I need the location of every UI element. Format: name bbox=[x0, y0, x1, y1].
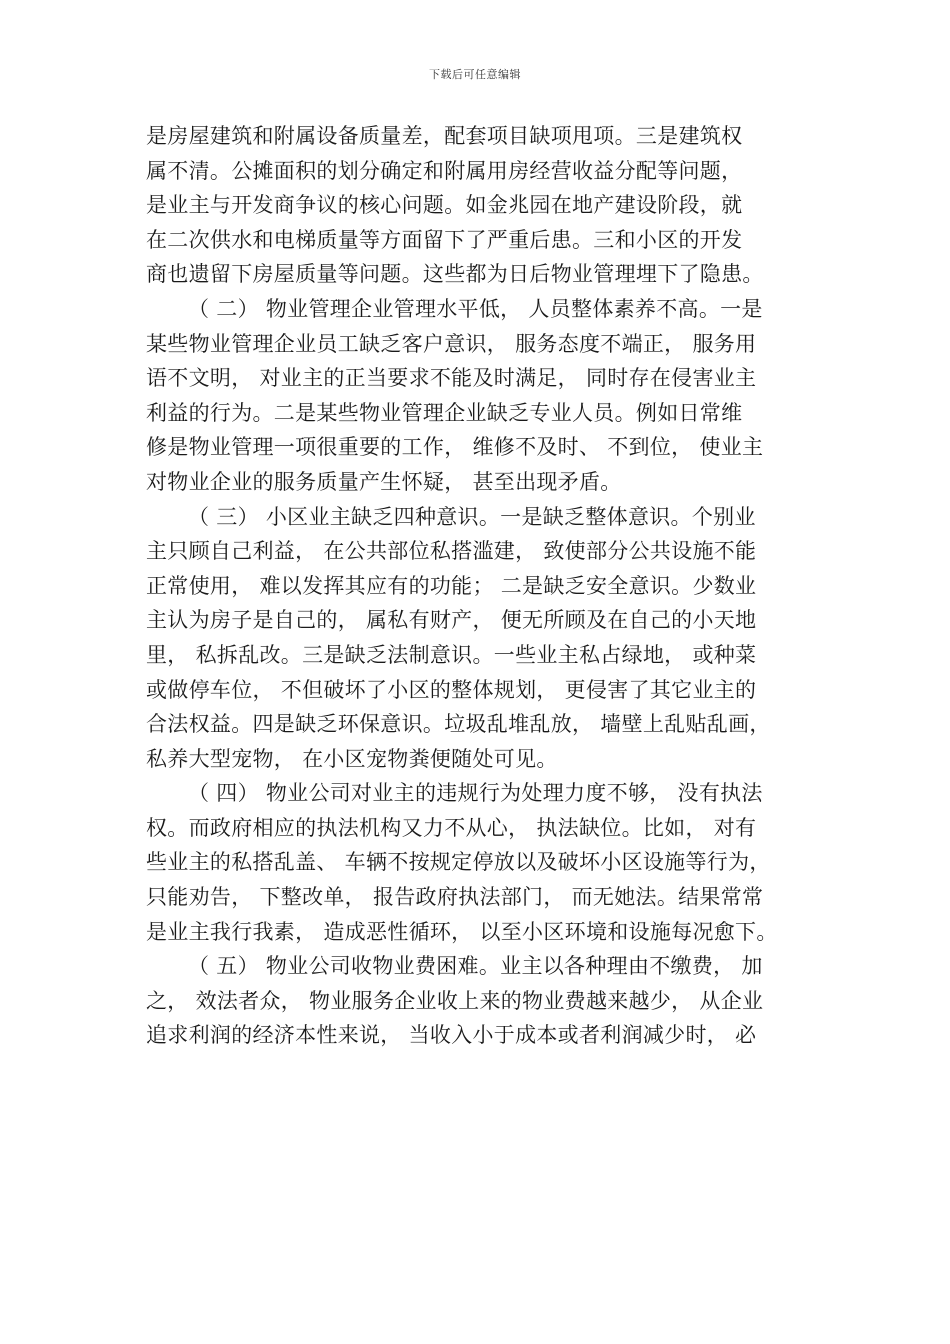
text-line: 利益的行为。二是某些物业管理企业缺乏专业人员。例如日常维 bbox=[146, 400, 743, 425]
text-line: 权。而政府相应的执法机构又力不从心， 执法缺位。比如， 对有 bbox=[146, 815, 757, 840]
text-line: 语不文明， 对业主的正当要求不能及时满足， 同时存在侵害业主 bbox=[146, 366, 757, 391]
paragraph-start-line: （ 五） 物业公司收物业费困难。业主以各种理由不缴费， 加 bbox=[188, 954, 763, 979]
text-line: 是业主与开发商争议的核心问题。如金兆园在地产建设阶段，就 bbox=[146, 193, 743, 218]
text-line: 里， 私拆乱改。三是缺乏法制意识。一些业主私占绿地， 或种菜 bbox=[146, 642, 757, 667]
document-body bbox=[146, 119, 846, 1053]
text-line: 修是物业管理一项很重要的工作， 维修不及时、 不到位， 使业主 bbox=[146, 435, 764, 460]
page-header: 下载后可任意编辑 bbox=[429, 68, 521, 81]
text-line: 在二次供水和电梯质量等方面留下了严重后患。三和小区的开发 bbox=[146, 227, 743, 252]
text-line: 主认为房子是自己的， 属私有财产， 便无所顾及在自己的小天地 bbox=[146, 608, 757, 633]
text-line: 或做停车位， 不但破坏了小区的整体规划， 更侵害了其它业主的 bbox=[146, 677, 757, 702]
text-line: 些业主的私搭乱盖、 车辆不按规定停放以及破坏小区设施等行为， bbox=[146, 850, 771, 875]
text-line: 追求利润的经济本性来说， 当收入小于成本或者利润减少时， 必 bbox=[146, 1023, 757, 1048]
paragraph-start-line: （ 三） 小区业主缺乏四种意识。一是缺乏整体意识。个别业 bbox=[188, 504, 756, 529]
text-line: 合法权益。四是缺乏环保意识。垃圾乱堆乱放， 墙壁上乱贴乱画， bbox=[146, 712, 771, 737]
text-line: 正常使用， 难以发挥其应有的功能； 二是缺乏安全意识。少数业 bbox=[146, 573, 757, 598]
paragraph-start-line: （ 二） 物业管理企业管理水平低， 人员整体素养不高。一是 bbox=[188, 296, 763, 321]
paragraph-start-line: （ 四） 物业公司对业主的违规行为处理力度不够， 没有执法 bbox=[188, 781, 763, 806]
text-line: 主只顾自己利益， 在公共部位私搭滥建， 致使部分公共设施不能 bbox=[146, 539, 757, 564]
text-line: 对物业企业的服务质量产生怀疑， 甚至出现矛盾。 bbox=[146, 469, 622, 494]
text-line: 商也遗留下房屋质量等问题。这些都为日后物业管理埋下了隐患。 bbox=[146, 262, 764, 287]
text-line: 属不清。公摊面积的划分确定和附属用房经营收益分配等问题， bbox=[146, 158, 743, 183]
text-line: 是业主我行我素， 造成恶性循环， 以至小区环境和设施每况愈下。 bbox=[146, 919, 778, 944]
text-line: 是房屋建筑和附属设备质量差，配套项目缺项甩项。三是建筑权 bbox=[146, 124, 743, 148]
text-line: 私养大型宠物， 在小区宠物粪便随处可见。 bbox=[146, 746, 558, 771]
text-line: 只能劝告， 下整改单， 报告政府执法部门， 而无她法。结果常常 bbox=[146, 885, 764, 910]
text-line: 之， 效法者众， 物业服务企业收上来的物业费越来越少， 从企业 bbox=[146, 988, 764, 1013]
text-line: 某些物业管理企业员工缺乏客户意识， 服务态度不端正， 服务用 bbox=[146, 331, 757, 356]
